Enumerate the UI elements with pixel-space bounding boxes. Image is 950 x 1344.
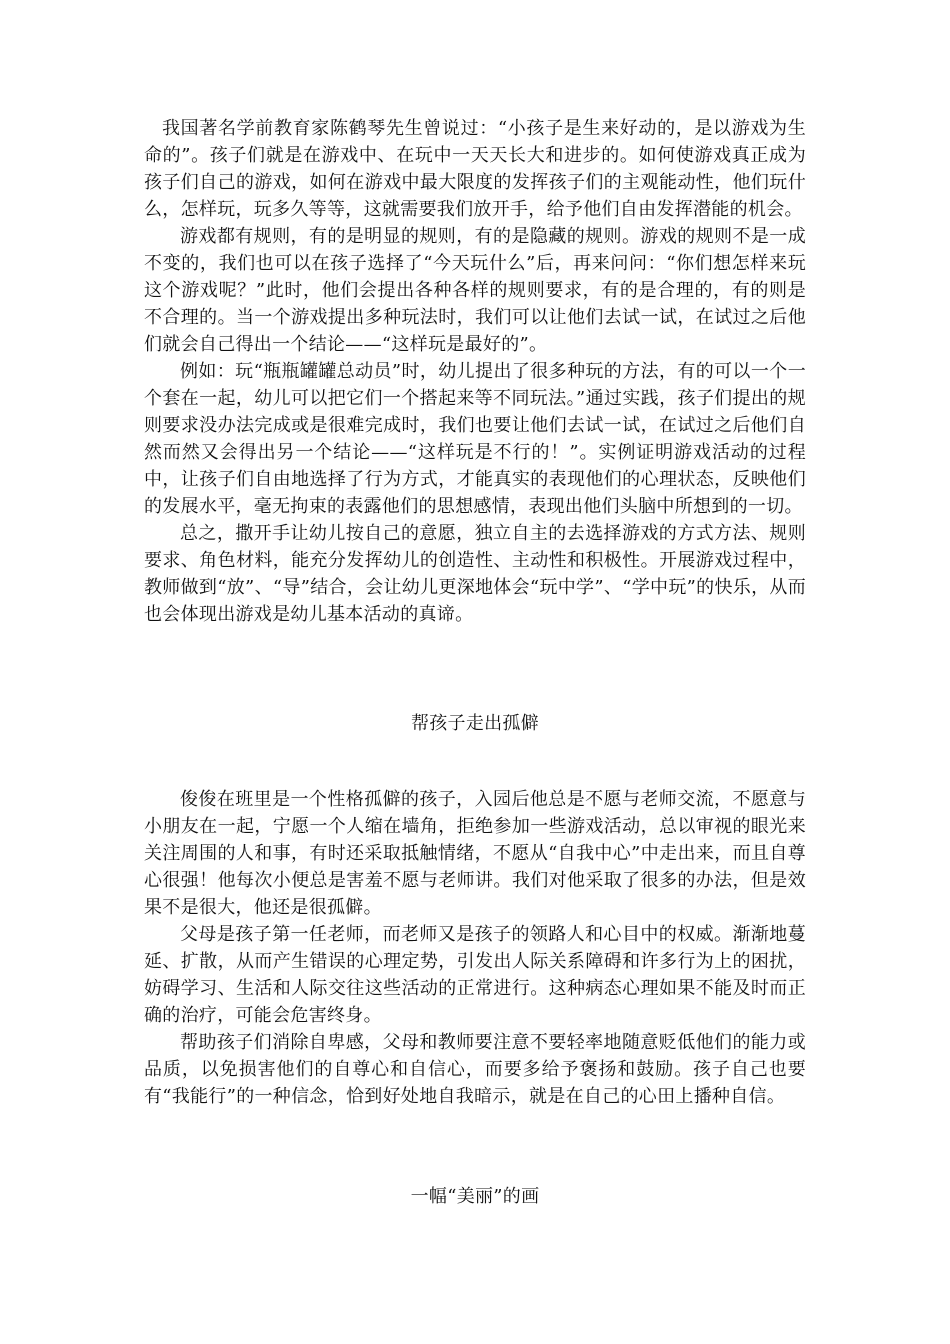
paragraph: 我国著名学前教育家陈鹤琴先生曾说过：“小孩子是生来好动的，是以游戏为生命的”。孩子们就是在游戏中、在玩中一天天长大和进步的。如何使游戏真正成为孩子们自己的游戏，如何在游戏中最大限度的发挥孩子们的主观能动性，他们玩什么，怎样玩，玩多久等等，这就需要我们放开手，给予他们自由发挥潜能的机会。 xyxy=(144,118,806,220)
paragraph: 游戏都有规则，有的是明显的规则，有的是隐藏的规则。游戏的规则不是一成不变的，我们也可以在孩子选择了“今天玩什么”后，再来问问：“你们想怎样来玩这个游戏呢？”此时，他们会提出各种各样的规则要求，有的是合理的，有的则是不合理的。当一个游戏提出多种玩法时，我们可以让他们去试一试，在试过之后他们就会自己得出一个结论——“这样玩是最好的”。 xyxy=(144,226,806,355)
paragraph: 俊俊在班里是一个性格孤僻的孩子，入园后他总是不愿与老师交流，不愿意与小朋友在一起，宁愿一个人缩在墙角，拒绝参加一些游戏活动，总以审视的眼光来关注周围的人和事，有时还采取抵触情绪，不愿从“自我中心”中走出来，而且自尊心很强！他每次小便总是害羞不愿与老师讲。我们对他采取了很多的办法，但是效果不是很大，他还是很孤僻。 xyxy=(144,789,806,918)
paragraph: 总之，撒开手让幼儿按自己的意愿，独立自主的去选择游戏的方式方法、规则要求、角色材料，能充分发挥幼儿的创造性、主动性和积极性。开展游戏过程中，教师做到“放”、“导”结合，会让幼儿更深地体会“玩中学”、“学中玩”的快乐，从而也会体现出游戏是幼儿基本活动的真谛。 xyxy=(144,523,806,625)
paragraph: 父母是孩子第一任老师，而老师又是孩子的领路人和心目中的权威。渐渐地蔓延、扩散，从而产生错误的心理定势，引发出人际关系障碍和许多行为上的困扰，妨碍学习、生活和人际交往这些活动的正常进行。这种病态心理如果不能及时而正确的治疗，可能会危害终身。 xyxy=(144,924,806,1026)
paragraph: 帮助孩子们消除自卑感，父母和教师要注意不要轻率地随意贬低他们的能力或品质，以免损害他们的自尊心和自信心，而要多给予褒扬和鼓励。孩子自己也要有“我能行”的一种信念，恰到好处地自我暗示，就是在自己的心田上播种自信。 xyxy=(144,1032,806,1107)
section-title: 一幅“美丽”的画 xyxy=(410,1186,540,1207)
section-title: 帮孩子走出孤僻 xyxy=(410,713,540,734)
article-play-section xyxy=(144,115,806,628)
paragraph: 例如：玩“瓶瓶罐罐总动员”时，幼儿提出了很多种玩的方法，有的可以一个一个套在一起，幼儿可以把它们一个搭起来等不同玩法。”通过实践，孩子们提出的规则要求没办法完成或是很难完成时，我们也要让他们去试一试，在试过之后他们自然而然又会得出另一个结论——“这样玩是不行的！”。实例证明游戏活动的过程中，让孩子们自由地选择了行为方式，才能真实的表现他们的心理状态，反映他们的发展水平，毫无拘束的表露他们的思想感情，表现出他们头脑中所想到的一切。 xyxy=(144,361,806,517)
article-withdrawn-child-section xyxy=(144,786,806,1110)
